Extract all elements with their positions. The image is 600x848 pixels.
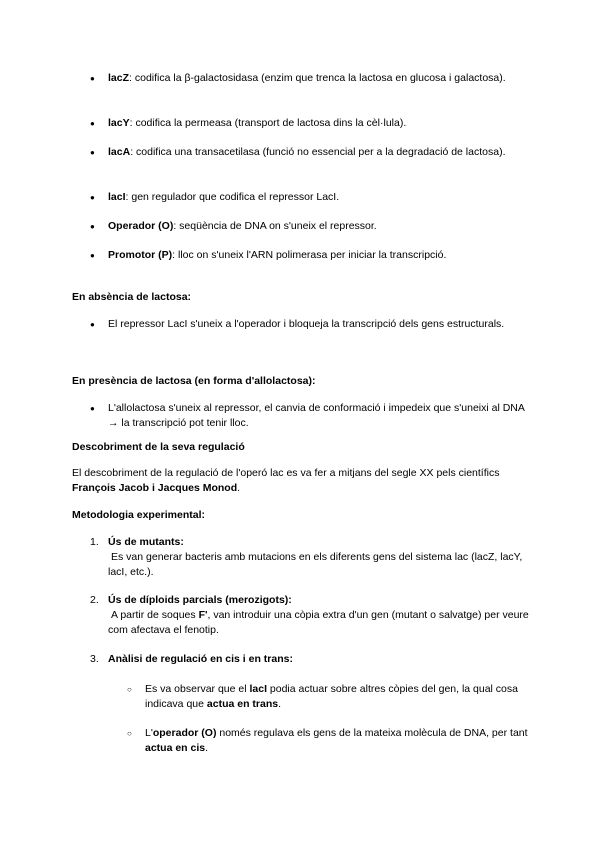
gene-term: lacY [108, 117, 130, 129]
gene-term: Promotor (P) [108, 249, 173, 261]
presence-heading: En presència de lactosa (en forma d'allolactosa): [72, 375, 316, 387]
method-item-text: Es van generar bacteris amb mutacions en els diferents gens del sistema lac (lacZ, lacY, lacI, etc.). [108, 551, 523, 578]
gene-description: : gen regulador que codifica el repressor LacI. [125, 191, 340, 203]
list-number: 1. [90, 536, 99, 548]
gene-description: : codifica la permeasa (transport de lactosa dins la cèl·lula). [129, 117, 407, 129]
bullet-icon: ● [90, 404, 95, 413]
discovery-paragraph [72, 466, 532, 496]
absence-bullet: El repressor LacI s'uneix a l'operador i bloqueja la transcripció dels gens estructurals. [108, 318, 505, 330]
discovery-heading: Descobriment de la seva regulació [72, 441, 245, 453]
gene-description: : seqüència de DNA on s'uneix el repressor. [173, 220, 377, 232]
sub-text-bold: lacI [249, 683, 267, 695]
bullet-icon: ● [90, 193, 95, 202]
method-heading: Metodologia experimental: [72, 509, 206, 521]
gene-description: : lloc on s'uneix l'ARN polimerasa per iniciar la transcripció. [172, 249, 447, 261]
sub-text: L' [145, 727, 153, 739]
method-item-title: Ús de mutants: [108, 536, 184, 548]
sub-item [145, 682, 535, 712]
method-text-bold: F' [198, 609, 208, 621]
bullet-icon: ● [90, 251, 95, 260]
gene-description: : codifica una transacetilasa (funció no essencial per a la degradació de lactosa). [130, 146, 506, 158]
gene-description: : codifica la β-galactosidasa (enzim que trenca la lactosa en glucosa i galactosa). [129, 72, 506, 84]
sub-text-bold: actua en trans [206, 698, 279, 710]
sub-item [145, 726, 535, 756]
sub-text-bold: operador (O) [152, 727, 217, 739]
gene-item-operador [108, 219, 528, 234]
gene-item-promotor [108, 248, 528, 263]
method-text-part: , van introduir una còpia extra d'un gen (mutant o salvatge) per veure com afectava el fenotip. [108, 609, 529, 636]
sub-text-bold: actua en cis [145, 742, 206, 754]
bullet-icon: ● [90, 119, 95, 128]
circle-bullet-icon: ○ [127, 729, 132, 738]
gene-term: lacI [108, 191, 126, 203]
gene-item-lacz [108, 71, 528, 86]
gene-item-lacy [108, 116, 528, 131]
discovery-period: . [237, 482, 241, 494]
gene-item-laci [108, 190, 528, 205]
sub-text: Es va observar que el [145, 683, 250, 695]
presence-bullet: L'allolactosa s'uneix al repressor, el canvia de conformació i impedeix que s'uneixi al DNA → la transcripció pot tenir lloc. [108, 402, 525, 429]
list-number: 2. [90, 594, 99, 606]
gene-term: Operador (O) [108, 220, 174, 232]
sub-text: . [205, 742, 209, 754]
gene-term: lacZ [108, 72, 130, 84]
scientist-names: François Jacob i Jacques Monod [72, 482, 238, 494]
sub-text: podia actuar sobre altres còpies del gen, la qual cosa indicava que [145, 683, 518, 710]
method-text-part: A partir de soques [111, 609, 199, 621]
bullet-icon: ● [90, 148, 95, 157]
absence-heading: En absència de lactosa: [72, 291, 192, 303]
circle-bullet-icon: ○ [127, 685, 132, 694]
method-item-title: Anàlisi de regulació en cis i en trans: [108, 653, 293, 665]
bullet-icon: ● [90, 74, 95, 83]
discovery-text: El descobriment de la regulació de l'operó lac es va fer a mitjans del segle XX pels científics [72, 467, 500, 479]
sub-text: . [278, 698, 282, 710]
bullet-icon: ● [90, 320, 95, 329]
method-item-title: Ús de díploids parcials (merozigots): [108, 594, 292, 606]
bullet-icon: ● [90, 222, 95, 231]
method-item-text [108, 608, 532, 638]
list-number: 3. [90, 653, 99, 665]
gene-term: lacA [108, 146, 131, 158]
sub-text: només regulava els gens de la mateixa molècula de DNA, per tant [216, 727, 528, 739]
gene-item-laca [108, 145, 528, 160]
